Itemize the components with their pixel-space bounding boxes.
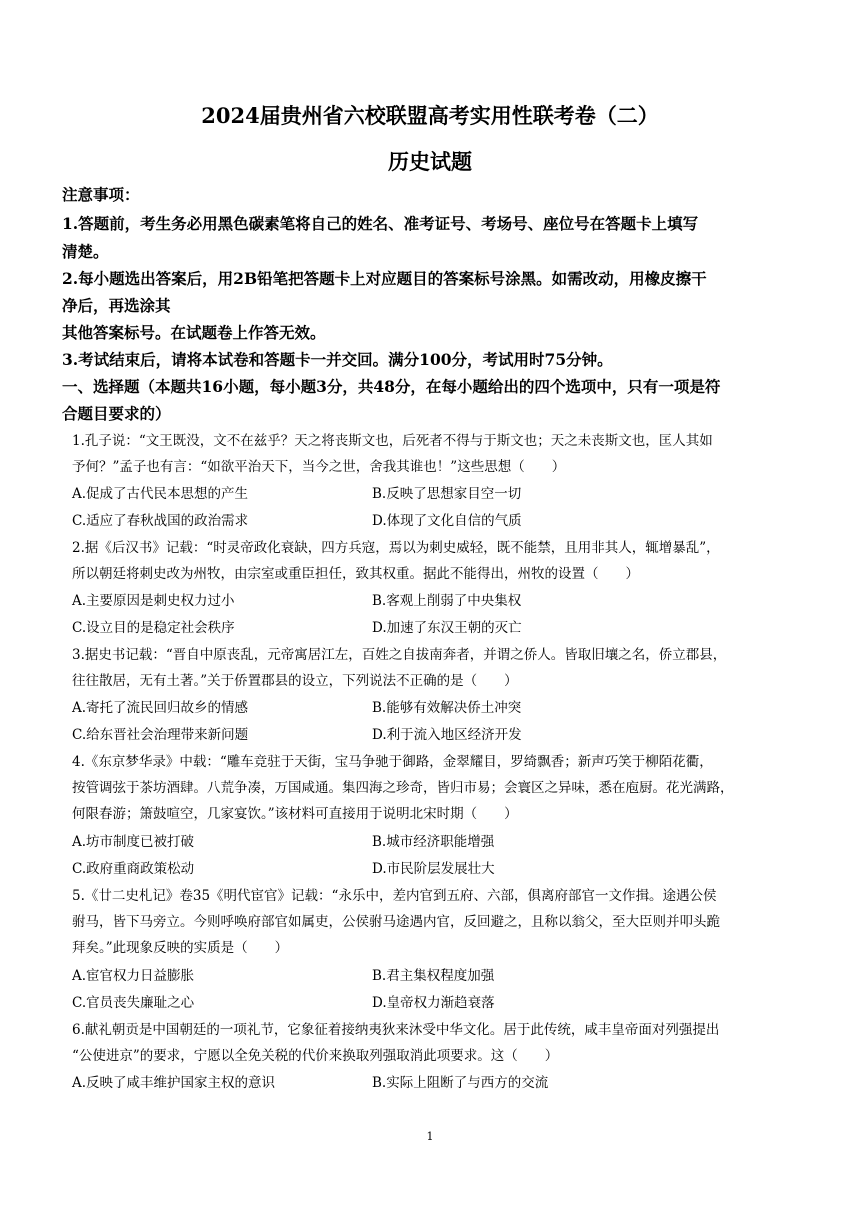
question-text: 予何？”孟子也有言：“如欲平治天下，当今之世，舍我其谁也！”这些思想（ ） [72,459,566,475]
option-c[interactable]: C.政府重商政策松动 [72,861,195,877]
option-a[interactable]: A.反映了咸丰维护国家主权的意识 [72,1075,276,1091]
question-text: 何限春游；箫鼓喧空，几家宴饮。”该材料可直接用于说明北宋时期（ ） [72,806,518,822]
notice-line: 3.考试结束后，请将本试卷和答题卡一并交回。满分100分，考试用时75分钟。 [62,350,613,369]
option-b[interactable]: B.客观上削弱了中央集权 [372,593,522,609]
option-b[interactable]: B.城市经济职能增强 [372,834,495,850]
option-b[interactable]: B.实际上阻断了与西方的交流 [372,1075,549,1091]
question-text: 按管调弦于茶坊酒肆。八荒争凑，万国咸通。集四海之珍奇，皆归市易；会寰区之异味，悉在庖厨。花光满路， [72,780,734,796]
question-text: 5.《廿二史札记》卷35《明代宦官》记载：“永乐中，差内官到五府、六部，俱离府部官一文作揖。途遇公侯 [72,888,717,904]
option-b[interactable]: B.君主集权程度加强 [372,968,495,984]
question-text: 2.据《后汉书》记载：“时灵帝政化衰缺，四方兵寇，焉以为刺史威轻，既不能禁，且用非其人，辄增暴乱”， [72,540,720,556]
option-c[interactable]: C.给东晋社会治理带来新问题 [72,727,249,743]
question-text: 驸马，皆下马旁立。今则呼唤府部官如属吏，公侯驸马途遇内官，反回避之，且称以翁父，至大臣则并叩头跪 [72,914,720,930]
option-a[interactable]: A.主要原因是刺史权力过小 [72,593,235,609]
option-c[interactable]: C.设立目的是稳定社会秩序 [72,620,235,636]
option-a[interactable]: A.宦官权力日益膨胀 [72,968,195,984]
option-d[interactable]: D.市民阶层发展壮大 [372,861,495,877]
notice-line: 清楚。 [62,242,109,261]
notice-line: 1.答题前，考生务必用黑色碳素笔将自己的姓名、准考证号、考场号、座位号在答题卡上填写 [62,214,699,233]
notice-line: 其他答案标号。在试题卷上作答无效。 [62,323,326,342]
question-text: 4.《东京梦华录》中载：“雕车竞驻于天街，宝马争驰于御路，金翠耀目，罗绮飘香；新声巧笑于柳陌花衢， [72,754,713,770]
exam-title: 2024届贵州省六校联盟高考实用性联考卷（二） [201,103,659,128]
notice-heading: 注意事项： [62,185,140,204]
option-a[interactable]: A.寄托了流民回归故乡的情感 [72,700,249,716]
notice-line: 净后，再选涂其 [62,296,171,315]
question-text: 1.孔子说：“文王既没，文不在兹乎？天之将丧斯文也，后死者不得与于斯文也；天之未丧斯文也，匡人其如 [72,433,713,449]
question-text: 拜矣。”此现象反映的实质是（ ） [72,940,289,956]
option-c[interactable]: C.官员丧失廉耻之心 [72,995,195,1011]
question-text: 所以朝廷将刺史改为州牧，由宗室或重臣担任，致其权重。据此不能得出，州牧的设置（ ） [72,566,639,582]
option-a[interactable]: A.坊市制度已被打破 [72,834,195,850]
question-text: “公使进京”的要求，宁愿以全免关税的代价来换取列强取消此项要求。这（ ） [72,1048,559,1064]
question-text: 往往散居，无有土著。”关于侨置郡县的设立，下列说法不正确的是（ ） [72,673,518,689]
option-b[interactable]: B.反映了思想家目空一切 [372,486,522,502]
option-d[interactable]: D.体现了文化自信的气质 [372,513,522,529]
option-b[interactable]: B.能够有效解决侨土冲突 [372,700,522,716]
option-a[interactable]: A.促成了古代民本思想的产生 [72,486,249,502]
section-heading-line: 一、选择题（本题共16小题，每小题3分，共48分，在每小题给出的四个选项中，只有一项是符 [62,377,721,396]
option-d[interactable]: D.皇帝权力渐趋衰落 [372,995,495,1011]
page-number: 1 [426,1130,434,1143]
option-d[interactable]: D.加速了东汉王朝的灭亡 [372,620,522,636]
option-c[interactable]: C.适应了春秋战国的政治需求 [72,513,249,529]
section-heading-line: 合题目要求的） [62,404,171,423]
notice-line: 2.每小题选出答案后，用2B铅笔把答题卡上对应题目的答案标号涂黑。如需改动，用橡皮擦干 [62,269,707,288]
exam-subtitle: 历史试题 [388,149,472,174]
option-d[interactable]: D.利于流入地区经济开发 [372,727,522,743]
question-text: 6.献礼朝贡是中国朝廷的一项礼节，它象征着接纳夷狄来沐受中华文化。居于此传统，咸丰皇帝面对列强提出 [72,1022,720,1038]
question-text: 3.据史书记载：“晋自中原丧乱，元帝寓居江左，百姓之自拔南奔者，并谓之侨人。皆取旧壤之名，侨立郡县， [72,647,727,663]
